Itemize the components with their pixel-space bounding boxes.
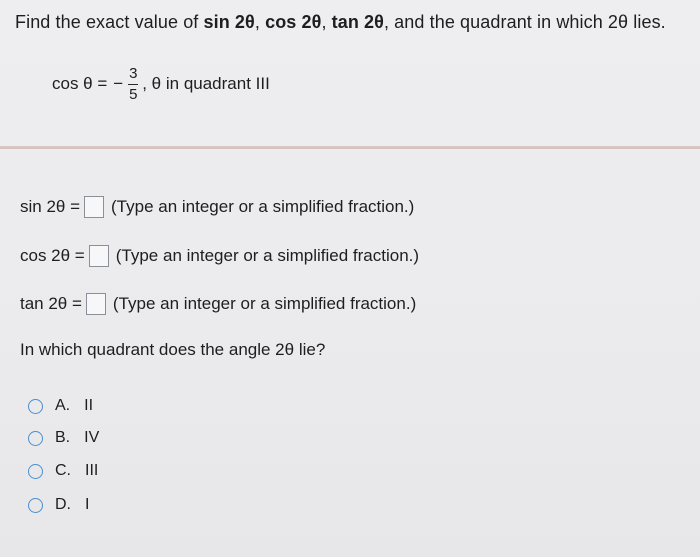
choice-d-letter: D. — [55, 496, 71, 513]
choice-a-letter: A. — [55, 397, 71, 414]
given-rest: , θ in quadrant III — [142, 74, 270, 93]
answer-label-sin: sin 2θ = — [20, 197, 81, 216]
question-text — [15, 12, 666, 33]
question-prefix: Find the exact value of — [15, 12, 204, 32]
radio-b[interactable] — [28, 431, 43, 446]
choice-c-letter: C. — [55, 462, 71, 479]
answer-hint-sin: (Type an integer or a simplified fraction.) — [111, 197, 415, 216]
choice-b-letter: B. — [55, 429, 71, 446]
answer-row-tan — [20, 291, 416, 317]
section-divider — [0, 146, 700, 149]
tan-answer-input[interactable] — [86, 293, 106, 315]
cos-answer-input[interactable] — [89, 245, 109, 267]
choice-d-value: I — [85, 496, 90, 513]
answer-row-cos — [20, 243, 419, 269]
radio-a[interactable] — [28, 399, 43, 414]
given-lhs: cos θ = — [52, 74, 108, 93]
fraction-denominator: 5 — [129, 85, 138, 103]
choice-b[interactable] — [28, 427, 99, 449]
answer-label-tan: tan 2θ = — [20, 294, 82, 313]
question-sep-2: , — [321, 12, 332, 32]
answer-row-sin — [20, 194, 414, 220]
fraction-numerator: 3 — [129, 64, 138, 82]
radio-d[interactable] — [28, 498, 43, 513]
quadrant-question: In which quadrant does the angle 2θ lie? — [20, 340, 326, 359]
radio-c[interactable] — [28, 464, 43, 479]
question-suffix: , and the quadrant in which 2θ lies. — [383, 12, 666, 32]
choice-d[interactable] — [28, 494, 89, 516]
given-condition — [52, 60, 270, 108]
given-sign: − — [113, 74, 124, 93]
choice-c[interactable] — [28, 460, 98, 482]
choice-b-value: IV — [84, 429, 100, 446]
answer-hint-tan: (Type an integer or a simplified fraction.) — [112, 294, 417, 313]
fraction-bar — [128, 84, 138, 85]
sin-answer-input[interactable] — [84, 196, 104, 218]
answer-hint-cos: (Type an integer or a simplified fraction.) — [115, 246, 420, 265]
question-sep-1: , — [254, 12, 266, 32]
given-fraction — [128, 66, 138, 103]
choice-c-value: III — [85, 462, 99, 479]
choice-a-value: II — [84, 397, 94, 414]
question-tan-term: tan 2θ — [331, 12, 384, 32]
answer-label-cos: cos 2θ = — [20, 246, 85, 265]
choice-a[interactable] — [28, 395, 93, 417]
question-sin-term: sin 2θ — [203, 12, 255, 32]
question-cos-term: cos 2θ — [265, 12, 322, 32]
